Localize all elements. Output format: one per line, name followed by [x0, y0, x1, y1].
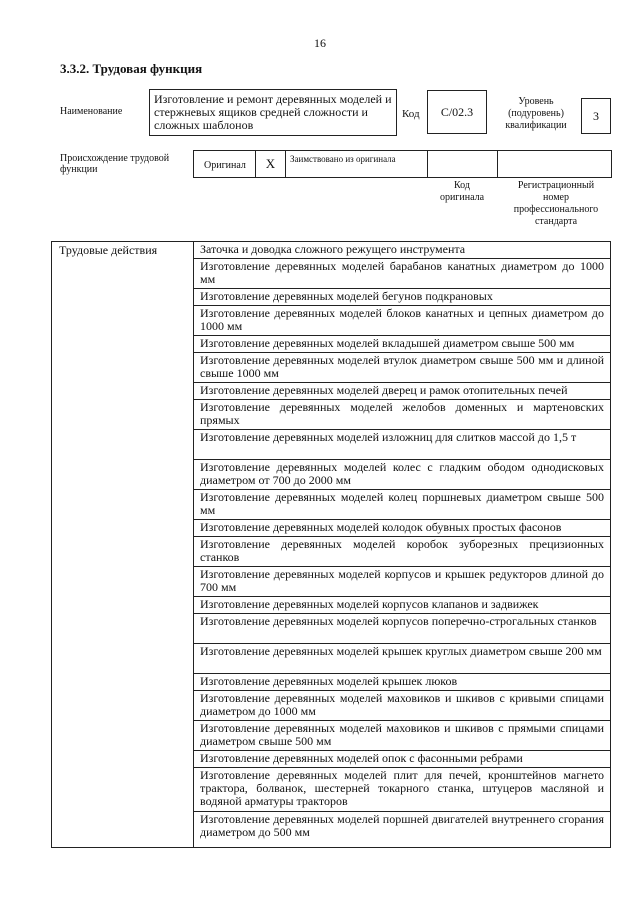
list-item: Изготовление деревянных моделей бегунов подкрановых: [194, 289, 610, 306]
code-label: Код: [402, 108, 420, 120]
origin-row: [193, 150, 612, 178]
list-item: Изготовление деревянных моделей корпусов и крышек редукторов длиной до 700 мм: [194, 567, 610, 597]
list-item: Заточка и доводка сложного режущего инструмента: [194, 242, 610, 259]
labor-actions-list: [193, 242, 610, 847]
labor-actions-label: Трудовые действия: [59, 243, 158, 257]
labor-actions-table: [51, 241, 611, 848]
list-item: Изготовление деревянных моделей корпусов поперечно-строгальных станков: [194, 614, 610, 644]
name-label: Наименование: [60, 106, 123, 117]
list-item: Изготовление деревянных моделей плит для печей, кронштейнов магнето трактора, болванок, шестерней токарного станка, штуцеров масляной и водяной арматуры тракторов: [194, 768, 610, 812]
list-item: Изготовление деревянных моделей маховиков и шкивов с прямыми спицами диаметром свыше 500 мм: [194, 721, 610, 751]
code-original-label: Код оригинала: [439, 180, 485, 203]
page-number: 16: [314, 36, 326, 50]
list-item: Изготовление деревянных моделей желобов доменных и мартеновских прямых: [194, 400, 610, 430]
list-item: Изготовление деревянных моделей маховиков и шкивов с кривыми спицами диаметром до 1000 мм: [194, 691, 610, 721]
list-item: Изготовление деревянных моделей колодок обувных простых фасонов: [194, 520, 610, 537]
section-title: 3.3.2. Трудовая функция: [60, 61, 203, 76]
list-item: Изготовление деревянных моделей втулок диаметром свыше 500 мм и длиной свыше 1000 мм: [194, 353, 610, 383]
level-label: Уровень (подуровень) квалификации: [505, 96, 567, 131]
list-item: Изготовление деревянных моделей барабанов канатных диаметром до 1000 мм: [194, 259, 610, 289]
origin-label: Происхождение трудовой функции: [60, 153, 170, 175]
list-item: Изготовление деревянных моделей крышек люков: [194, 674, 610, 691]
list-item: Изготовление деревянных моделей колец поршневых диаметром свыше 500 мм: [194, 490, 610, 520]
list-item: Изготовление деревянных моделей блоков канатных и цепных диаметром до 1000 мм: [194, 306, 610, 336]
level-field: 3: [581, 98, 611, 134]
code-original-cell: [428, 151, 498, 177]
list-item: Изготовление деревянных моделей поршней двигателей внутреннего сгорания диаметром до 500 мм: [200, 812, 604, 839]
list-item: Изготовление деревянных моделей опок с фасонными ребрами: [194, 751, 610, 768]
original-label: Оригинал: [194, 151, 256, 177]
code-field: С/02.3: [427, 90, 487, 134]
reg-number-label: Регистрационный номер профессионального стандарта: [513, 180, 599, 227]
list-item: Изготовление деревянных моделей изложниц для слитков массой до 1,5 т: [194, 430, 610, 460]
list-item: Изготовление деревянных моделей вкладышей диаметром свыше 500 мм: [194, 336, 610, 353]
borrowed-label: Заимствовано из оригинала: [286, 151, 428, 177]
list-item: Изготовление деревянных моделей колес с гладким ободом однодисковых диаметром от 700 до 2000 мм: [194, 460, 610, 490]
list-item: Изготовление деревянных моделей корпусов клапанов и задвижек: [194, 597, 610, 614]
list-item: Изготовление деревянных моделей коробок зуборезных прецизионных станков: [194, 537, 610, 567]
list-item: Изготовление деревянных моделей дверец и рамок отопительных печей: [194, 383, 610, 400]
function-name-field: Изготовление и ремонт деревянных моделей и стержневых ящиков средней сложности и сложных шаблонов: [149, 89, 397, 136]
original-mark: X: [256, 151, 286, 177]
reg-number-cell: [498, 151, 613, 177]
list-item: Изготовление деревянных моделей крышек круглых диаметром свыше 200 мм: [194, 644, 610, 674]
